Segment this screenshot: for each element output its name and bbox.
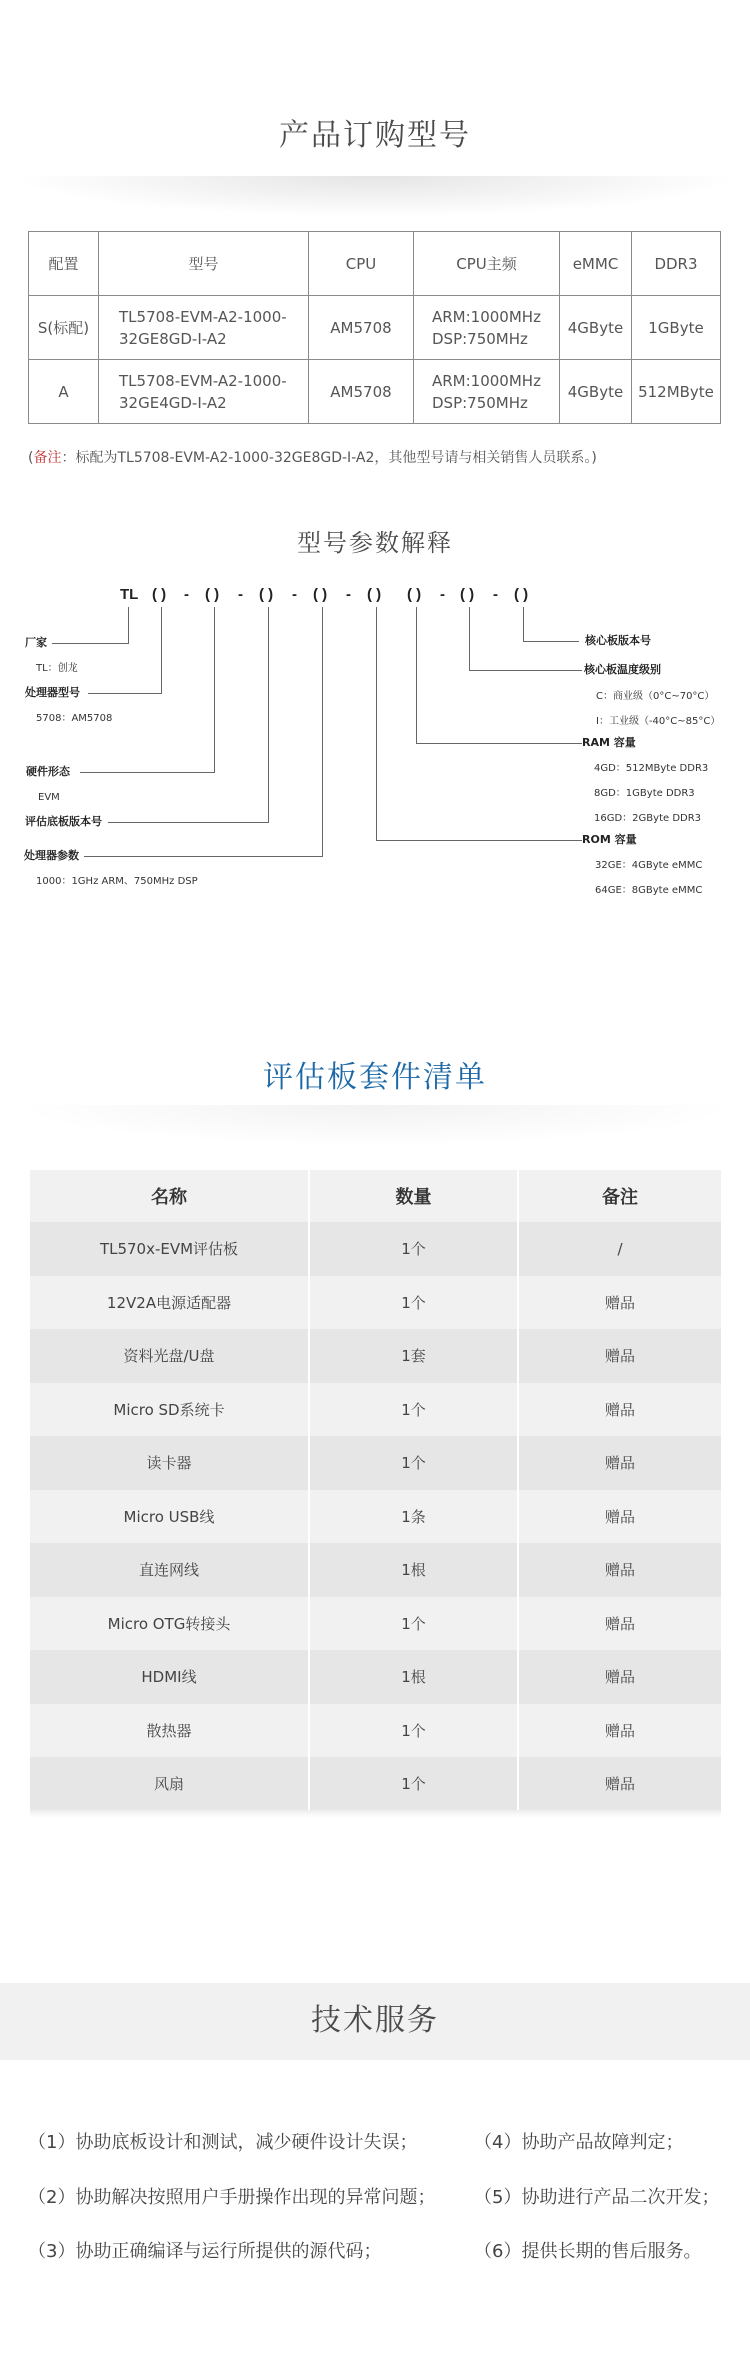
- order-table-header: [29, 232, 721, 296]
- cell-quantity: 1条: [310, 1490, 517, 1544]
- value-ram: 8GD：1GByte DDR3: [594, 788, 695, 799]
- value-rom: 64GE：8GByte eMMC: [595, 885, 703, 896]
- cell-name: Micro OTG转接头: [30, 1597, 308, 1651]
- service-item: （6）提供长期的售后服务。: [474, 2241, 702, 2262]
- freq-line-1: ARM:1000MHz: [432, 307, 541, 326]
- kit-table-row: [30, 1757, 721, 1811]
- label-processor-model: 处理器型号: [25, 686, 80, 699]
- cell-remark: /: [519, 1222, 721, 1276]
- cell-model: [99, 296, 309, 360]
- kit-table-row: [30, 1543, 721, 1597]
- header-name: 名称: [30, 1170, 308, 1222]
- header-cpu: CPU: [309, 232, 414, 296]
- connector-line: [108, 822, 269, 823]
- code-slot: ( ): [152, 586, 167, 603]
- label-temp-grade: 核心板温度级别: [584, 663, 661, 676]
- code-dash: -: [184, 586, 189, 603]
- cell-remark: 赠品: [519, 1543, 721, 1597]
- cell-model: [99, 360, 309, 424]
- kit-table-header: [30, 1170, 721, 1222]
- connector-line: [469, 607, 470, 671]
- connector-line: [88, 693, 162, 694]
- model-line-2: 32GE4GD-I-A2: [119, 393, 227, 412]
- cell-emmc: 4GByte: [560, 360, 632, 424]
- cell-remark: 赠品: [519, 1597, 721, 1651]
- model-line-1: TL5708-EVM-A2-1000-: [119, 371, 287, 390]
- cell-remark: 赠品: [519, 1276, 721, 1330]
- order-note: [28, 447, 597, 467]
- kit-table-row: [30, 1704, 721, 1758]
- kit-table-row: [30, 1276, 721, 1330]
- code-dash: -: [238, 586, 243, 603]
- connector-line: [128, 607, 129, 644]
- header-config: 配置: [29, 232, 99, 296]
- cell-ddr3: 512MByte: [632, 360, 721, 424]
- code-dash: -: [292, 586, 297, 603]
- connector-line: [214, 607, 215, 773]
- header-model: 型号: [99, 232, 309, 296]
- kit-table: [30, 1170, 721, 1811]
- value-ram: 16GD：2GByte DDR3: [594, 813, 702, 824]
- connector-line: [84, 856, 323, 857]
- cell-cpu-freq: [414, 360, 560, 424]
- cell-name: Micro SD系统卡: [30, 1383, 308, 1437]
- cell-config: A: [29, 360, 99, 424]
- code-slot: ( ): [259, 586, 274, 603]
- cell-name: 12V2A电源适配器: [30, 1276, 308, 1330]
- code-slot: ( ): [514, 586, 529, 603]
- kit-table-row: [30, 1222, 721, 1276]
- kit-table-row: [30, 1490, 721, 1544]
- code-slot: ( ): [313, 586, 328, 603]
- order-section-title: 产品订购型号: [279, 118, 471, 153]
- connector-line: [523, 607, 524, 642]
- header-ddr3: DDR3: [632, 232, 721, 296]
- cell-remark: 赠品: [519, 1383, 721, 1437]
- cell-cpu: AM5708: [309, 296, 414, 360]
- cell-remark: 赠品: [519, 1650, 721, 1704]
- cell-name: 风扇: [30, 1757, 308, 1811]
- value-manufacturer: TL：创龙: [36, 663, 78, 674]
- connector-line: [416, 743, 582, 744]
- order-table: [28, 231, 721, 424]
- cell-quantity: 1个: [310, 1222, 517, 1276]
- kit-table-row: [30, 1597, 721, 1651]
- cell-remark: 赠品: [519, 1490, 721, 1544]
- code-dash: -: [346, 586, 351, 603]
- connector-line: [523, 641, 579, 642]
- value-rom: 32GE：4GByte eMMC: [595, 860, 703, 871]
- model-line-2: 32GE8GD-I-A2: [119, 329, 227, 348]
- service-item: （4）协助产品故障判定；: [474, 2132, 684, 2153]
- label-hardware-form: 硬件形态: [26, 765, 70, 778]
- code-slot: ( ): [407, 586, 422, 603]
- code-slot: ( ): [460, 586, 475, 603]
- cell-cpu: AM5708: [309, 360, 414, 424]
- note-label: 备注: [33, 450, 62, 466]
- header-cpu-freq: CPU主频: [414, 232, 560, 296]
- header-quantity: 数量: [310, 1170, 517, 1222]
- label-manufacturer: 厂家: [25, 636, 47, 649]
- connector-line: [80, 772, 215, 773]
- kit-section-title: 评估板套件清单: [263, 1060, 487, 1095]
- label-processor-params: 处理器参数: [24, 849, 79, 862]
- model-explain-title: 型号参数解释: [297, 529, 453, 557]
- value-temp-grade: C：商业级（0°C~70°C）: [596, 691, 715, 702]
- model-code-diagram: [0, 560, 750, 920]
- label-rom-capacity: ROM 容量: [582, 833, 637, 846]
- cell-ddr3: 1GByte: [632, 296, 721, 360]
- service-item: （1）协助底板设计和测试，减少硬件设计失误；: [28, 2132, 418, 2153]
- cell-remark: 赠品: [519, 1329, 721, 1383]
- freq-line-1: ARM:1000MHz: [432, 371, 541, 390]
- cell-cpu-freq: [414, 296, 560, 360]
- order-table-row: [29, 296, 721, 360]
- value-hardware-form: EVM: [38, 792, 60, 803]
- cell-quantity: 1个: [310, 1276, 517, 1330]
- freq-line-2: DSP:750MHz: [432, 393, 528, 412]
- service-item: （2）协助解决按照用户手册操作出现的异常问题；: [28, 2187, 436, 2208]
- cell-quantity: 1个: [310, 1383, 517, 1437]
- cell-remark: 赠品: [519, 1757, 721, 1811]
- cell-name: Micro USB线: [30, 1490, 308, 1544]
- cell-name: 资料光盘/U盘: [30, 1329, 308, 1383]
- cell-quantity: 1套: [310, 1329, 517, 1383]
- note-text: ：标配为TL5708-EVM-A2-1000-32GE8GD-I-A2，其他型号请与相关销售人员联系。): [61, 450, 597, 466]
- value-temp-grade: I：工业级（-40°C~85°C）: [596, 716, 721, 727]
- label-ram-capacity: RAM 容量: [582, 736, 636, 749]
- connector-line: [322, 607, 323, 857]
- connector-line: [52, 643, 129, 644]
- cell-quantity: 1根: [310, 1543, 517, 1597]
- cell-config: S(标配): [29, 296, 99, 360]
- cell-name: 读卡器: [30, 1436, 308, 1490]
- cell-name: HDMI线: [30, 1650, 308, 1704]
- cell-emmc: 4GByte: [560, 296, 632, 360]
- cell-name: 直连网线: [30, 1543, 308, 1597]
- connector-line: [376, 607, 377, 841]
- kit-table-row: [30, 1436, 721, 1490]
- tech-service-title: 技术服务: [311, 2003, 439, 2038]
- connector-line: [416, 607, 417, 744]
- header-emmc: eMMC: [560, 232, 632, 296]
- freq-line-2: DSP:750MHz: [432, 329, 528, 348]
- connector-line: [469, 670, 582, 671]
- code-dash: -: [493, 586, 498, 603]
- model-line-1: TL5708-EVM-A2-1000-: [119, 307, 287, 326]
- cell-quantity: 1个: [310, 1757, 517, 1811]
- cell-quantity: 1根: [310, 1650, 517, 1704]
- order-table-row: [29, 360, 721, 424]
- kit-table-row: [30, 1329, 721, 1383]
- kit-table-row: [30, 1383, 721, 1437]
- service-item: （5）协助进行产品二次开发；: [474, 2187, 720, 2208]
- code-prefix: TL: [120, 586, 139, 603]
- service-item: （3）协助正确编译与运行所提供的源代码；: [28, 2241, 382, 2262]
- cell-name: TL570x-EVM评估板: [30, 1222, 308, 1276]
- cell-remark: 赠品: [519, 1704, 721, 1758]
- value-processor-params: 1000：1GHz ARM、750MHz DSP: [36, 876, 198, 887]
- code-slot: ( ): [205, 586, 220, 603]
- cell-remark: 赠品: [519, 1436, 721, 1490]
- code-slot: ( ): [367, 586, 382, 603]
- cell-quantity: 1个: [310, 1704, 517, 1758]
- cell-quantity: 1个: [310, 1597, 517, 1651]
- kit-table-row: [30, 1650, 721, 1704]
- connector-line: [161, 607, 162, 694]
- connector-line: [268, 607, 269, 823]
- value-processor-model: 5708：AM5708: [36, 713, 113, 724]
- title-shadow-divider: [20, 1105, 730, 1145]
- connector-line: [376, 840, 582, 841]
- note-open-paren: (: [28, 450, 34, 466]
- cell-quantity: 1个: [310, 1436, 517, 1490]
- kit-table-shadow: [30, 1810, 721, 1818]
- label-core-board-version: 核心板版本号: [585, 634, 651, 647]
- label-baseboard-version: 评估底板版本号: [25, 815, 102, 828]
- code-dash: -: [440, 586, 445, 603]
- title-shadow-divider: [20, 176, 730, 216]
- cell-name: 散热器: [30, 1704, 308, 1758]
- value-ram: 4GD：512MByte DDR3: [594, 763, 709, 774]
- header-remark: 备注: [519, 1170, 721, 1222]
